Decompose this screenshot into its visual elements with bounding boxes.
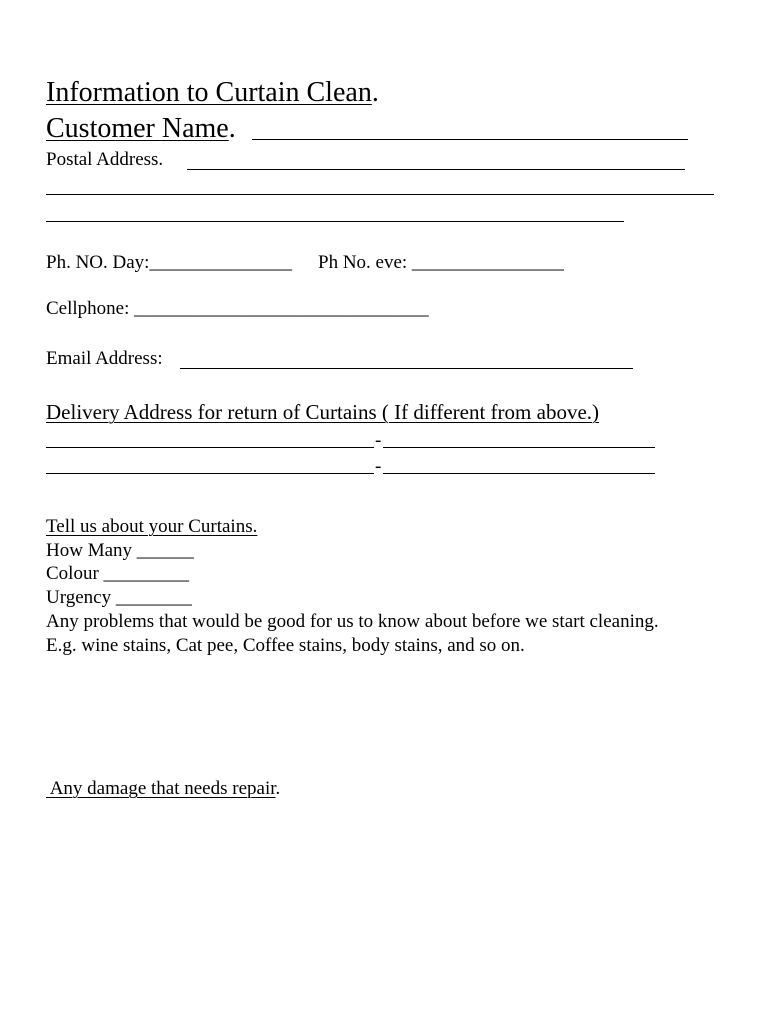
damage-period: . xyxy=(275,778,281,799)
form-title-period: . xyxy=(371,77,379,108)
curtains-heading: Tell us about your Curtains. xyxy=(46,516,258,537)
postal-address-label: Postal Address. xyxy=(46,149,164,170)
damage-label: Any damage that needs repair xyxy=(46,778,276,799)
customer-name-row xyxy=(46,112,236,146)
delivery-address-heading: Delivery Address for return of Curtains ( If different from above.) xyxy=(46,400,600,424)
problems-text: Any problems that would be good for us to know about before we start cleaning. xyxy=(46,611,659,632)
delivery-address-field-1a[interactable] xyxy=(46,447,374,448)
email-address-label: Email Address: xyxy=(46,348,163,369)
delivery-address-field-2a[interactable] xyxy=(46,473,374,474)
form-title xyxy=(46,76,379,110)
postal-address-field-1[interactable] xyxy=(187,169,685,170)
customer-name-field[interactable] xyxy=(252,139,688,140)
delivery-address-field-1b[interactable] xyxy=(383,447,655,448)
how-many-field[interactable]: How Many ______ xyxy=(46,540,194,561)
delivery-dash-2: - xyxy=(375,456,382,477)
form-title-text: Information to Curtain Clean xyxy=(46,77,372,108)
email-address-field[interactable] xyxy=(180,368,633,369)
postal-address-field-2[interactable] xyxy=(46,194,714,195)
urgency-field[interactable]: Urgency ________ xyxy=(46,587,192,608)
delivery-address-field-2b[interactable] xyxy=(383,473,655,474)
damage-row xyxy=(46,778,280,800)
delivery-dash-1: - xyxy=(375,430,382,451)
ph-day-label[interactable]: Ph. NO. Day:_______________ xyxy=(46,252,292,273)
postal-address-field-3[interactable] xyxy=(46,221,624,222)
customer-name-label: Customer Name xyxy=(46,113,229,144)
ph-eve-label[interactable]: Ph No. eve: ________________ xyxy=(318,252,564,273)
cellphone-label[interactable]: Cellphone: _______________________________ xyxy=(46,298,429,319)
examples-text: E.g. wine stains, Cat pee, Coffee stains, body stains, and so on. xyxy=(46,635,525,656)
colour-field[interactable]: Colour _________ xyxy=(46,563,190,584)
customer-name-period: . xyxy=(228,113,236,144)
